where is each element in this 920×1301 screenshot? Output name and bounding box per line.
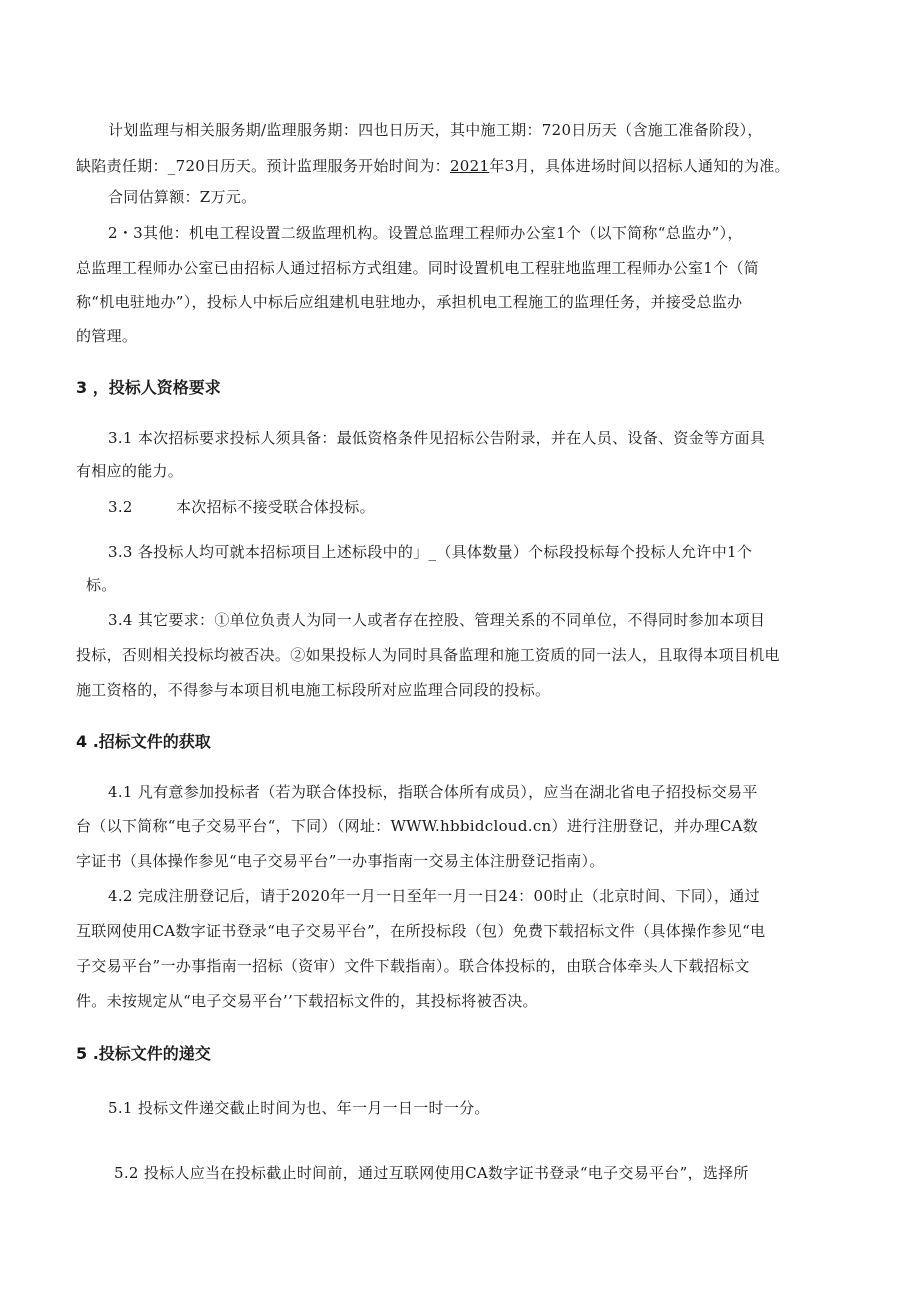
clause-3-3-line-1: 3.3 各投标人均可就本招标项目上述标段中的」_（具体数量）个标段投标每个投标人允许中1个 — [108, 543, 753, 561]
clause-4-2-line-1: 4.2 完成注册登记后，请于2020年一月一日至年一月一日24：00时止（北京时间、下同），通过 — [108, 887, 760, 905]
other-clause-line-1: 2・3其他：机电工程设置二级监理机构。设置总监理工程师办公室1个（以下简称“总监办”）， — [108, 224, 743, 242]
clause-4-2-line-3: 子交易平台”一办事指南一招标（资审）文件下载指南）。联合体投标的，由联合体牵头人下载招标文 — [76, 957, 750, 975]
section-3-heading: 3 ，投标人资格要求 — [76, 378, 221, 397]
clause-4-2-line-4: 件。未按规定从“电子交易平台’’下载招标文件的，其投标将被否决。 — [76, 992, 538, 1010]
other-clause-line-4: 的管理。 — [76, 327, 138, 345]
other-clause-line-3: 称“机电驻地办”），投标人中标后应组建机电驻地办，承担机电工程施工的监理任务，并接受总监办 — [76, 293, 743, 311]
clause-4-2-line-2: 互联网使用CA数字证书登录“电子交易平台”，在所投标段（包）免费下载招标文件（具体操作参见“电 — [76, 922, 766, 940]
service-period-text-b: 年3月，具体进场时间以招标人通知的为准。 — [489, 157, 790, 175]
other-clause-line-2: 总监理工程师办公室已由招标人通过招标方式组建。同时设置机电工程驻地监理工程师办公室1个（简 — [76, 259, 760, 277]
clause-5-2-line-1: 5.2 投标人应当在投标截止时间前，通过互联网使用CA数字证书登录“电子交易平台”，选择所 — [114, 1164, 749, 1182]
service-period-line-1: 计划监理与相关服务期/监理服务期：四也日历天，其中施工期：720日历天（含施工准备阶段）， — [108, 121, 763, 139]
clause-3-1-line-2: 有相应的能力。 — [76, 462, 184, 480]
clause-4-1-line-2: 台（以下简称“电子交易平台“，下同）（网址：WWW.hbbidcloud.cn）进行注册登记，并办理CA数 — [76, 817, 759, 835]
clause-3-1-line-1: 3.1 本次招标要求投标人须具备：最低资格条件见招标公告附录，并在人员、设备、资金等方面具 — [108, 429, 766, 447]
section-4-heading: 4 .招标文件的获取 — [76, 732, 211, 751]
section-5-heading: 5 .投标文件的递交 — [76, 1044, 211, 1063]
clause-3-3-line-2: 标。 — [86, 576, 117, 594]
service-start-year: 2021 — [449, 157, 490, 175]
clause-3-4-line-1: 3.4 其它要求：①单位负责人为同一人或者存在控股、管理关系的不同单位，不得同时参加本项目 — [108, 611, 766, 629]
clause-4-1-line-1: 4.1 凡有意参加投标者（若为联合体投标，指联合体所有成员），应当在湖北省电子招投标交易平 — [108, 783, 758, 801]
service-period-text-a: 缺陷责任期：_720日历天。预计监理服务开始时间为： — [76, 157, 450, 175]
clause-4-1-line-3: 字证书（具体操作参见“电子交易平台”一办事指南一交易主体注册登记指南）。 — [76, 852, 605, 870]
clause-3-2-text: 本次招标不接受联合体投标。 — [176, 498, 375, 516]
clause-5-1: 5.1 投标文件递交截止时间为也、年一月一日一时一分。 — [108, 1099, 490, 1117]
contract-estimate: 合同估算额：Z万元。 — [108, 188, 257, 206]
clause-3-4-line-3: 施工资格的，不得参与本项目机电施工标段所对应监理合同段的投标。 — [76, 681, 551, 699]
clause-3-4-line-2: 投标，否则相关投标均被否决。②如果投标人为同时具备监理和施工资质的同一法人，且取得本项目机电 — [76, 646, 780, 664]
clause-3-2-number: 3.2 — [108, 498, 133, 516]
service-period-line-2 — [76, 156, 790, 176]
